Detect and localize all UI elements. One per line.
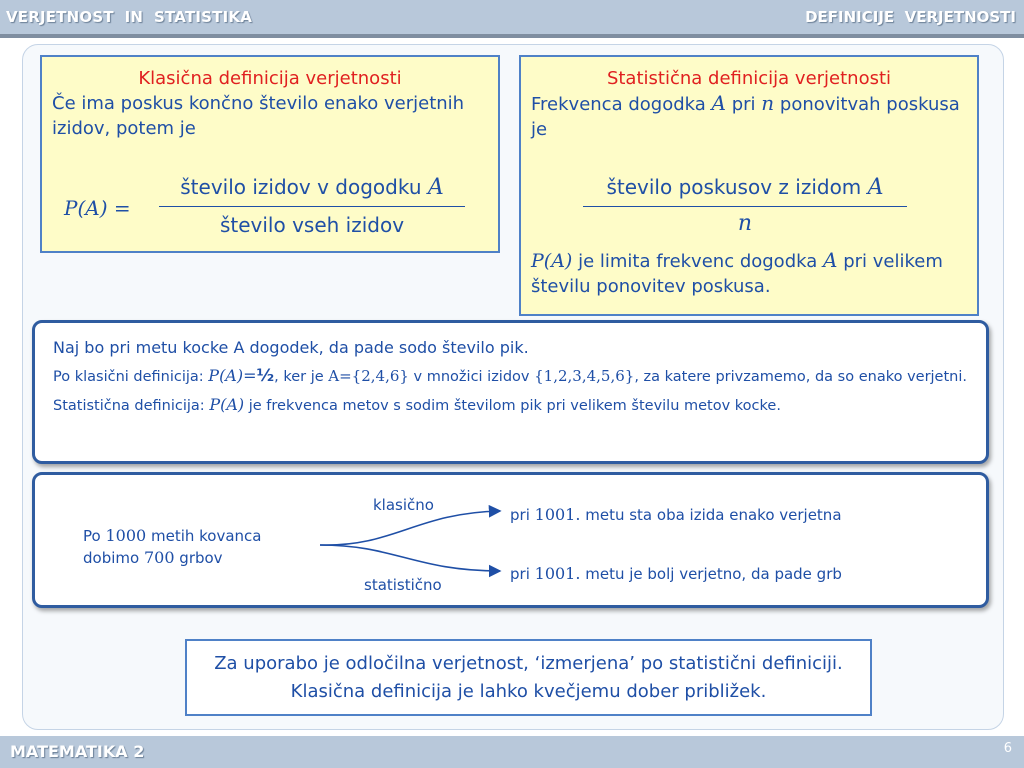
classical-definition-box bbox=[40, 55, 500, 253]
classical-formula-fraction bbox=[159, 173, 465, 237]
classical-denominator: število vseh izidov bbox=[219, 213, 405, 237]
footer-bar bbox=[0, 736, 1024, 768]
page-number: 6 bbox=[1003, 741, 1012, 756]
footer-course: MATEMATIKA 2 bbox=[10, 742, 145, 761]
fraction-bar bbox=[159, 206, 465, 207]
header-divider bbox=[0, 34, 1024, 38]
statistical-formula-fraction bbox=[583, 173, 907, 237]
example-statistical: Statistična definicija: P(A) je frekvenca metov s sodim številom pik pri velikem številu metov kocke. bbox=[53, 395, 781, 414]
statistical-limit-text: P(A) je limita frekvenc dogodka A pri velikem številu ponovitev poskusa. bbox=[531, 248, 943, 297]
statistical-definition-box bbox=[519, 55, 979, 316]
classical-conclusion: pri 1001. metu sta oba izida enako verjetna bbox=[510, 505, 842, 524]
coin-experiment-text: Po 1000 metih kovanca dobimo 700 grbov bbox=[83, 526, 262, 567]
statistical-denominator: n bbox=[737, 211, 753, 236]
statistical-numerator: število poskusov z izidom A bbox=[606, 175, 884, 200]
conclusion-box: Za uporabo je odločilna verjetnost, ‘izmerjena’ po statistični definiciji. Klasična definicija je lahko kvečjemu dober približek. bbox=[185, 639, 872, 716]
label-classical: klasično bbox=[373, 496, 434, 514]
example-panel bbox=[32, 320, 989, 464]
header-bar bbox=[0, 0, 1024, 34]
section-title: DEFINICIJE VERJETNOSTI bbox=[805, 8, 1016, 26]
classical-definition-title: Klasična definicija verjetnosti bbox=[138, 68, 402, 89]
example-statement: Naj bo pri metu kocke A dogodek, da pade sodo število pik. bbox=[53, 338, 529, 357]
statistical-definition-title: Statistična definicija verjetnosti bbox=[606, 68, 892, 89]
coin-diagram-panel bbox=[32, 472, 989, 608]
arrow-statistical bbox=[320, 545, 500, 571]
example-classical: Po klasični definicija: P(A)=½, ker je A={2,4,6} v množici izidov {1,2,3,4,5,6}, za katere privzamemo, da so enako verjetni. bbox=[53, 366, 967, 386]
statistical-definition-text: Frekvenca dogodka A pri n ponovitvah poskusa je bbox=[531, 91, 960, 140]
fraction-bar bbox=[583, 206, 907, 207]
course-title: VERJETNOST IN STATISTIKA bbox=[6, 8, 253, 26]
classical-formula-lhs: P(A) = bbox=[64, 196, 131, 220]
label-statistical: statistično bbox=[364, 576, 442, 594]
classical-definition-text: Če ima poskus končno število enako verjetnih izidov, potem je bbox=[52, 93, 465, 139]
statistical-conclusion: pri 1001. metu je bolj verjetno, da pade grb bbox=[510, 564, 842, 583]
classical-numerator: število izidov v dogodku A bbox=[180, 175, 444, 200]
arrow-classical bbox=[320, 511, 500, 545]
